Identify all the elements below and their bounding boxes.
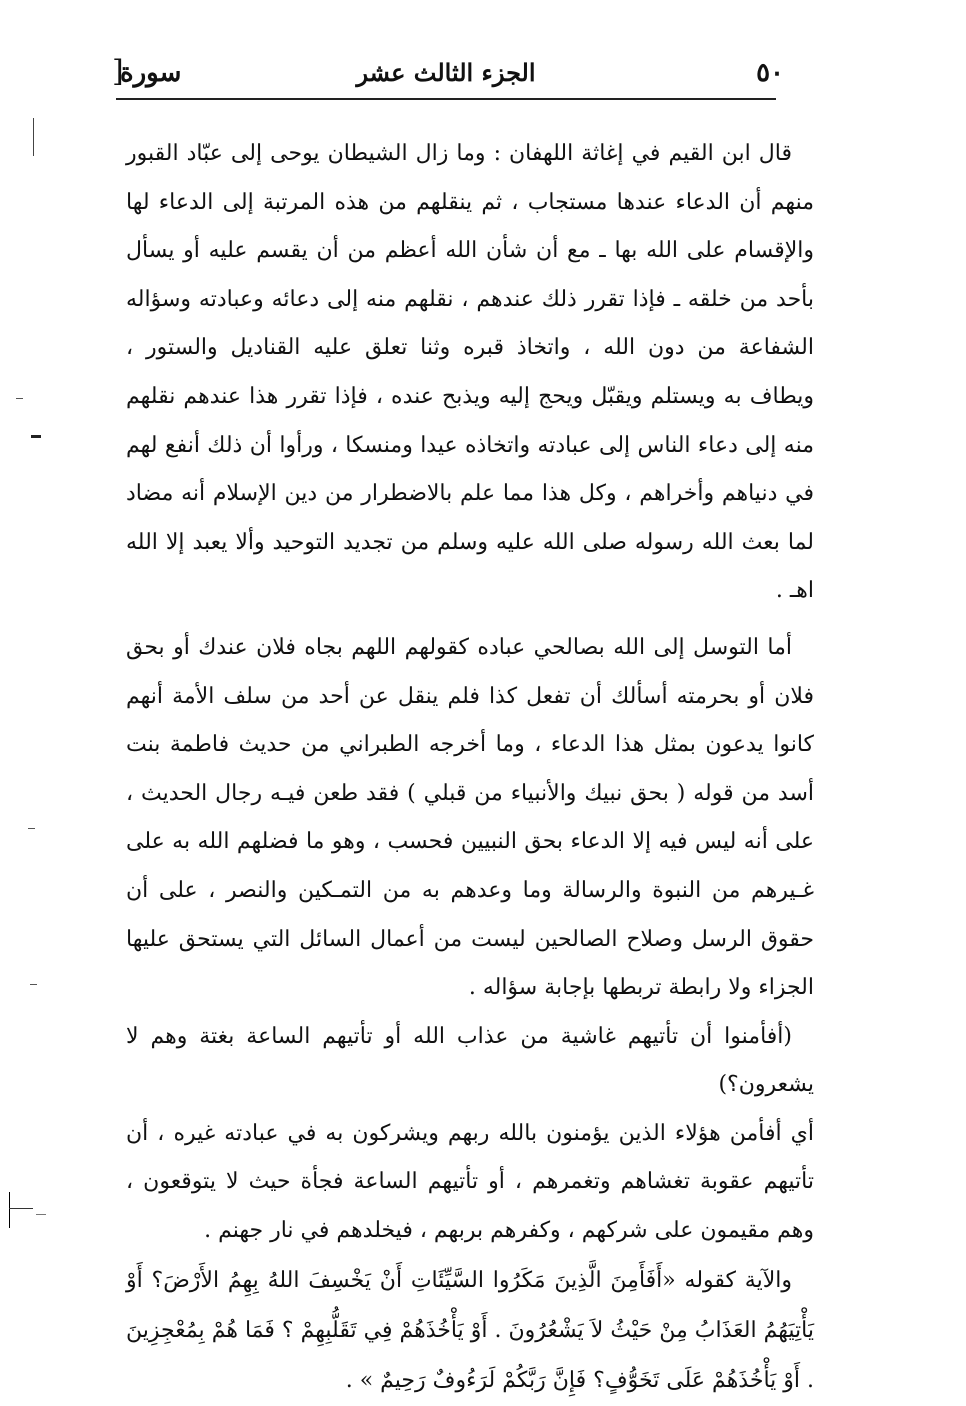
page-body xyxy=(126,130,814,1393)
scan-mark xyxy=(9,1208,33,1209)
scan-mark xyxy=(9,1192,10,1228)
page-header xyxy=(112,54,784,100)
header-bracket: [ xyxy=(112,54,124,89)
verse-paragraph: (أفأمنوا أن تأتيهم غاشية من عذاب الله أو تأتيهم الساعة بغتة وهم لا يشعرون؟) xyxy=(126,1023,814,1098)
scan-mark xyxy=(36,1214,46,1215)
tafsir-paragraph: أي أفأمن هؤلاء الذين يؤمنون بالله ربهم ويشركون به في عبادته غيره ، أن تأتيهم عقوبة تغشاهم وتغمرهم ، أو تأتيهم الساعة فجأة حيث لا يتوقعون ، وهم مقيمون على شركهم ، وكفرهم بربهم ، فيخلدهم في نار جهنم . xyxy=(126,1120,814,1244)
paragraph-ibn-qayyim-quote: قال ابن القيم في إغاثة اللهفان : وما زال الشيطان يوحى إلى عبّاد القبور منهم أن الدعاء عندها مستجاب ، ثم ينقلهم من هذه المرتبة إلى الدعاء لها والإقسام على الله بها ـ مع أن شأن الله أعظم من أن يقسم عليه أو يسأل بأحد من خلقه ـ فإذا تقرر ذلك عندهم ، نقلهم منه إلى دعائه وعبادته وسؤاله الشفاعة من دون الله ، واتخاذ قبره وثنا تعلق عليه القناديل والستور ، ويطاف به ويستلم ويقبّل ويحج إليه ويذبح عنده ، فإذا تقرر هذا عندهم نقلهم منه إلى دعاء الناس إلى عبادته واتخاذه عيدا ومنسكا ، ورأوا أن ذلك أنفع لهم في دنياهم وأخراهم ، وكل هذا مما علم بالاضطرار من دين الإسلام أنه مضاد لما بعث الله رسوله صلى الله عليه وسلم من تجديد التوحيد وألا يعبد إلا الله اهـ . xyxy=(126,141,814,604)
scan-mark xyxy=(28,828,35,829)
surah-label: سورة xyxy=(120,58,182,88)
scan-mark xyxy=(30,984,37,985)
scan-mark xyxy=(33,118,34,156)
page-number: ٥٠ xyxy=(756,58,784,88)
paragraph-tawassul: أما التوسل إلى الله بصالحي عباده كقولهم اللهم بجاه فلان عندك أو بحق فلان أو بحرمته أسألك أن تفعل كذا فلم ينقل عن أحد من سلف الأمة أنهم كانوا يدعون بمثل هذا الدعاء ، وما أخرجه الطبراني من حديث فاطمة بنت أسد من قوله ( بحق نبيك والأنبياء من قبلي ) فقد طعن فيـه رجال الحديث ، على أنه ليس فيه إلا الدعاء بحق النبيين فحسب ، وهو ما فضلهم الله به على غـيرهم من النبوة والرسالة وما وعدهم به من التمـكين والنصر ، على أن حقوق الرسل وصلاح الصالحين ليست من أعمال السائل التي يستحق عليها الجزاء ولا رابطة تربطها بإجابة سؤاله . xyxy=(126,634,814,1001)
scan-mark xyxy=(31,435,41,438)
running-title: الجزء الثالث عشر xyxy=(356,58,536,87)
scan-mark xyxy=(16,398,23,399)
quran-citation-paragraph: والآية كقوله «أَفَأَمِنَ الَّذِينَ مَكَرُوا السَّيِّئَاتِ أَنْ يَخْسِفَ اللهُ بِهِمُ الأَرْضَ؟ أَوْ يَأْتِيَهُمُ العَذَابُ مِنْ حَيْثُ لاَ يَشْعُرُونَ . أَوْ يَأْخُذَهُمْ فِي تَقَلُّبِهِمْ ؟ فَمَا هُمْ بِمُعْجِزِينَ . أَوْ يَأْخُذَهُمْ عَلَى تَخَوُّفٍ؟ فَإِنَّ رَبَّكُمْ لَرَءُوفٌ رَحِيمٌ » . xyxy=(126,1267,814,1393)
